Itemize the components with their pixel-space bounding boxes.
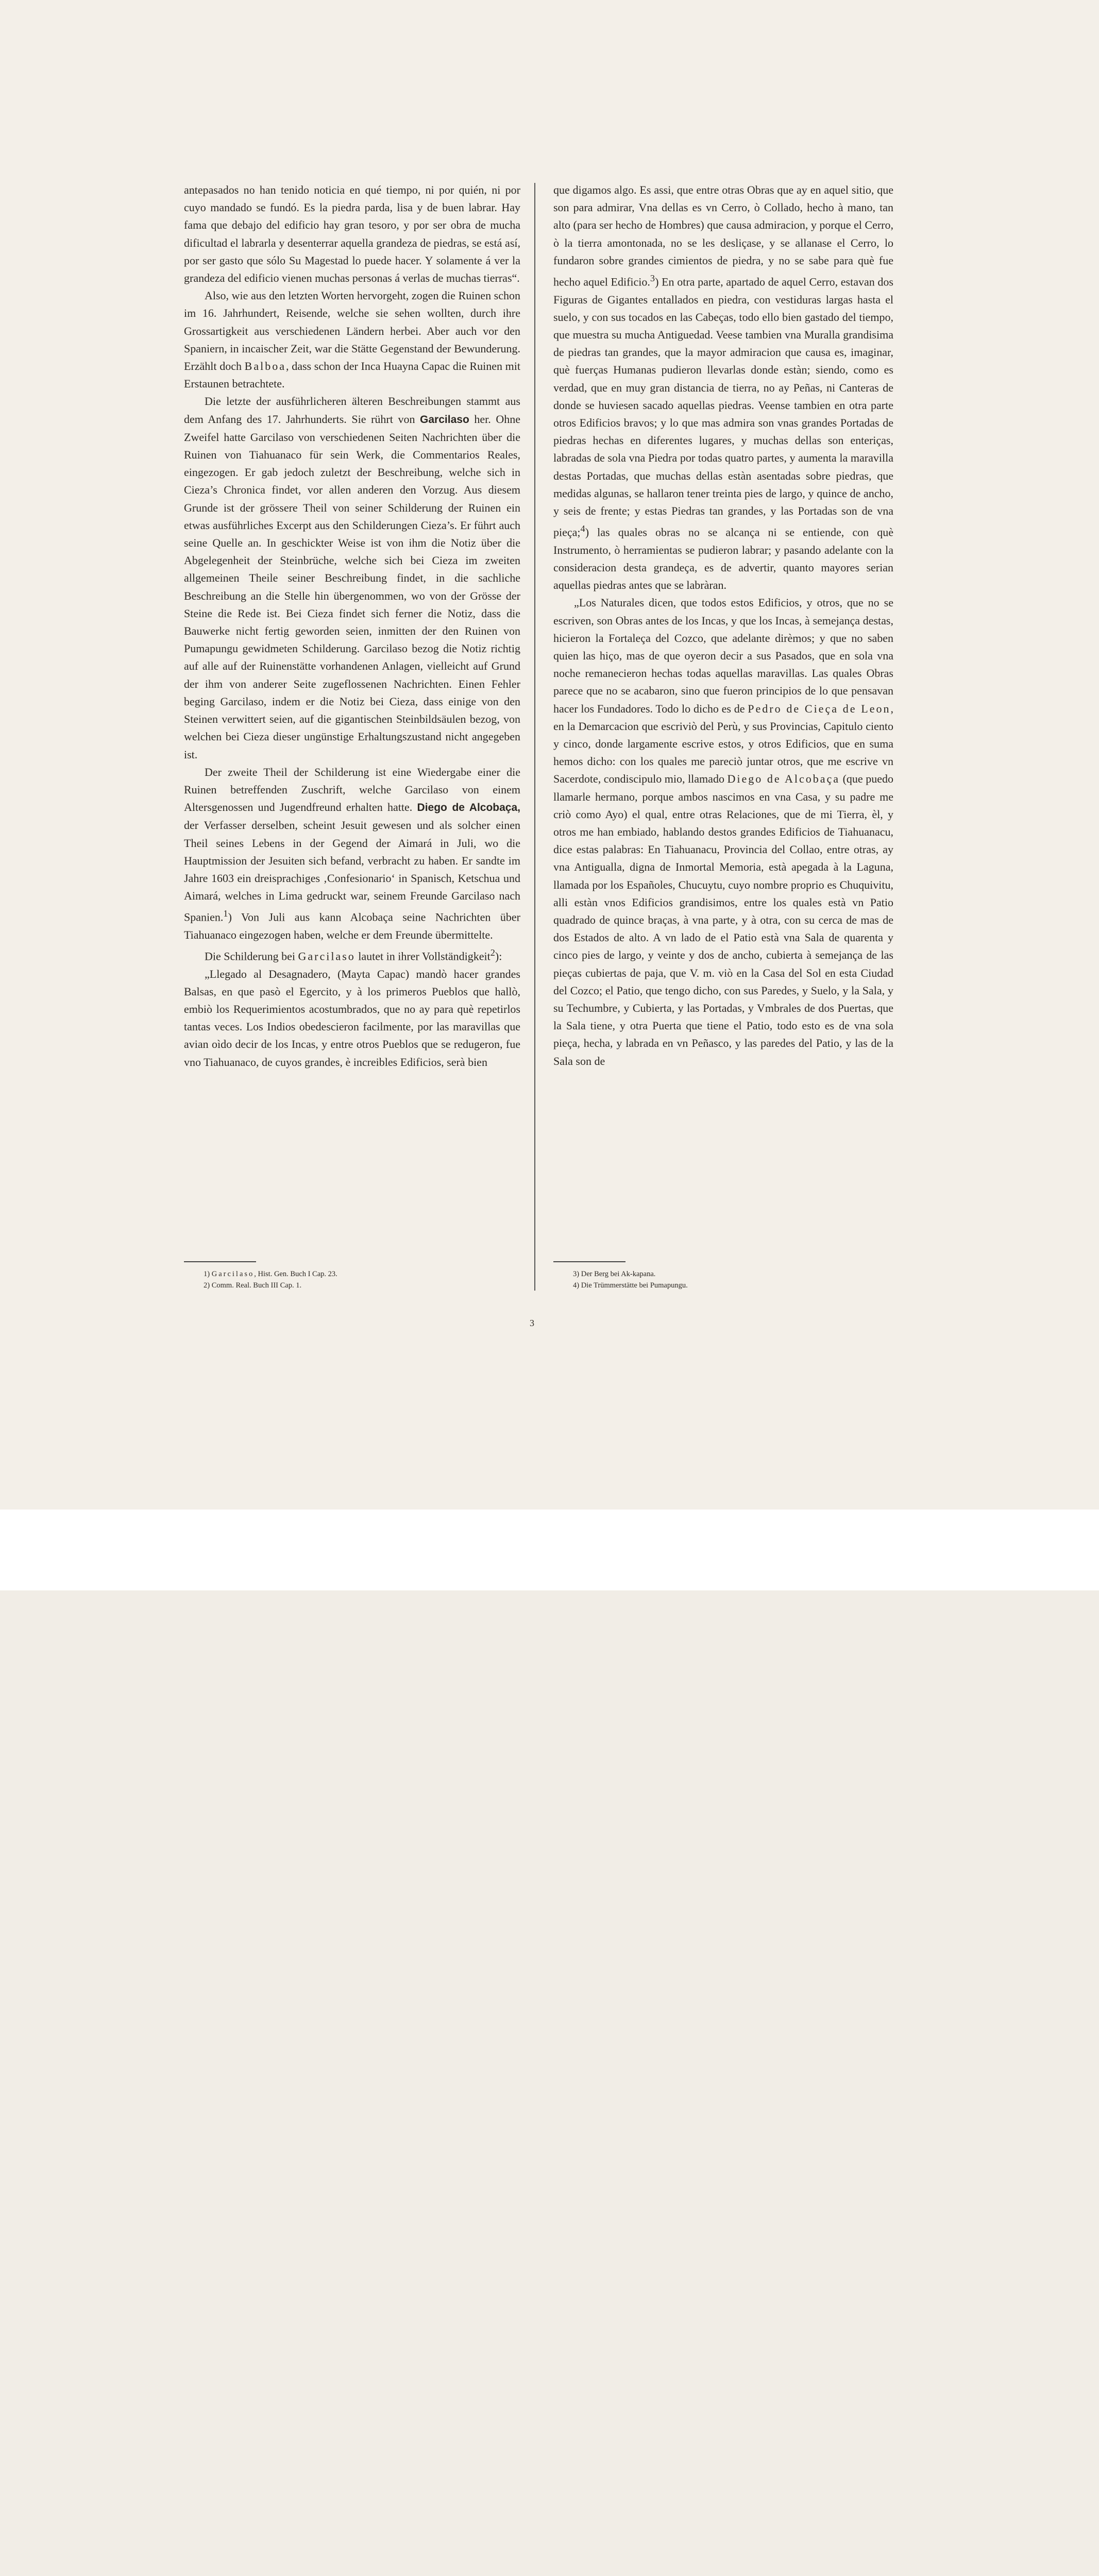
footnote-3 bbox=[573, 1268, 688, 1280]
footnote-ref-4: 4 bbox=[580, 523, 585, 534]
footnote-2 bbox=[204, 1280, 337, 1291]
left-paragraph-1: antepasados no han tenido noticia en qué tiempo, ni por quién, ni por cuyo mandado se fundó. Es la piedra parda, lisa y de buen labrar. Hay fama que debajo del edificio hay gran tesoro, y por ser obra de mucha dificultad el labrarla y desenterrar aquella grandeza de piedras, se está así, por ser gasto que sólo Su Magestad lo puede hacer. Y solamente á ver la grandeza del edificio vienen muchas personas á verlas de muchas tierras“. bbox=[184, 183, 520, 285]
text-run: , en la Demarcacion que escriviò del Perù, y sus Provincias, Capitulo ciento y cinco, donde largamente escrive estos, y otros Edificios, que en suma hemos dicho: con los quales me pareciò juntar otros, que me escrive vn Sacerdote, condiscipulo mio, llamado bbox=[553, 702, 893, 786]
text-run: (que puedo llamarle hermano, porque ambos nascimos en vna Casa, y su padre me criò como Ayo) el qual, entre otras Relaciones, que de mi Tierra, èl, y otros me han embiado, hablando destos grandes Edificios de Tiahuanacu, dice estas palabras: En Tiahuanacu, Provincia del Collao, entre otras, ay vna Antigualla, digna de Inmortal Memoria, està apegada à la Laguna, llamada por los Españoles, Chucuytu, cuyo nombre proprio es Chuquivitu, alli estàn vnos Edificios grandisimos, entre los quales està vn Patio quadrado de quince braças, à vna parte, y à otra, con su cerca de mas de dos Estados de alto. A vn lado de el Patio està vna Sala de quarenta y cinco pies de largo, y veinte y dos de ancho, cubierta à semejança de las pieças cubiertas de paja, que V. m. viò en la Casa del Sol en esta Ciudad del Cozco; el Patio, que tengo dicho, con sus Paredes, y Suelo, y la Sala, y su Techumbre, y Cubierta, y las Portadas, y Vmbrales de dos Puertas, que la Sala tiene, y otra Puerta que tiene el Patio, todo esto es de vna sola pieça, hecha, y labrada en vn Peñasco, y las paredes del Patio, y las de la Sala son de bbox=[553, 772, 893, 1067]
left-text-column bbox=[184, 181, 520, 1071]
text-run: lautet in ihrer Vollständigkeit bbox=[355, 950, 491, 963]
name-pedro-de-cieca: Pedro de Cieça de Leon bbox=[748, 702, 891, 715]
column-divider bbox=[534, 183, 535, 1291]
left-paragraph-4 bbox=[184, 764, 520, 944]
text-run: „Los Naturales dicen, que todos estos Edificios, y otros, que no se escriven, son Obras antes de los Incas, y que los Incas, à semejança destas, hicieron la Fortaleça del Cozco, que adelante dirèmos; y que no saben quien las hiço, mas de que oyeron decir a sus Pasados, que en sola vna noche remanecieron hechas todas aquellas maravillas. Las quales Obras parece que no se acabaron, sino que fueron principios de lo que pensavan hacer los Fundadores. Todo lo dicho es de bbox=[553, 596, 893, 715]
footnotes-left bbox=[204, 1268, 337, 1291]
footnote-rule-right bbox=[553, 1261, 625, 1262]
text-run: , dass schon der Inca Huayna Capac die Ruinen mit Erstaunen betrachtete. bbox=[184, 360, 520, 391]
right-text-column bbox=[553, 181, 893, 1070]
text-run: her. Ohne Zweifel hatte Garcilaso von verschiedenen Seiten Nachrichten über die Ruinen von Tiahuanaco für sein Werk, die Commentarios Reales, eingezogen. Er gab jedoch zuletzt der Beschreibung, welche sich in Cieza’s Chronica findet, vor allen anderen den Vorzug. Aus diesem Grunde ist der grössere Theil von seiner Schilderung der Ruinen ein etwas ausführliches Excerpt aus den Schilderungen Cieza’s. Er führt auch seine Quelle an. In geschickter Weise ist von ihm die Notiz über die Abgelegenheit der Steinbrüche, welche sich bei Cieza im zweiten allgemeinen Theile seiner Beschreibung findet, in die sachliche Beschreibung an die Stelle hin übergenommen, wo von der Grösse der Steine die Rede ist. Bei Cieza findet sich ferner die Notiz, dass die Bauwerke nicht fertig geworden seien, inmitten der den Ruinen von Pumapungu gewidmeten Schilderung. Garcilaso bezog die Notiz richtig auf alle auf der Ruinenstätte vorhandenen Anlagen, vielleicht auf Grund der ihm von anderer Seite zugeflossenen Nachrichten. Einen Fehler beging Garcilaso, indem er die Notiz bei Cieza, dass einige von den Steinen verwittert seien, auf die gigantischen Steinbildsäulen bezog, von welchen bei Cieza dieser ungünstige Erhaltungszustand nicht angegeben ist. bbox=[184, 412, 521, 761]
footnote-ref-2: 2 bbox=[490, 947, 495, 958]
footnote-number: 1) bbox=[204, 1270, 210, 1278]
footnote-number: 2) bbox=[204, 1281, 210, 1290]
footnote-ref-3: 3 bbox=[650, 273, 655, 284]
footnote-rule-left bbox=[184, 1261, 256, 1262]
footnote-number: 3) bbox=[573, 1270, 580, 1278]
footnote-text: Comm. Real. Buch III Cap. 1. bbox=[211, 1281, 302, 1290]
text-run: Der zweite Theil der Schilderung ist eine Wiedergabe einer die Ruinen betreffenden Zuschrift, welche Garcilaso von einem Altersgenossen und Jugendfreund erhalten hatte. bbox=[184, 765, 520, 814]
text-run: ) En otra parte, apartado de aquel Cerro, estavan dos Figuras de Gigantes entallados en piedra, con vestiduras largas hasta el suelo, y con sus tocados en las Cabeças, todo ello bien gastado del tiempo, que muestra su mucha Antiguedad. Veese tambien vna Muralla grandisima de piedras tan grandes, que la mayor admiracion que causa es, imaginar, què fuerças Humanas pudieron llevarlas donde estàn; siendo, como es verdad, que en muy gran distancia de tierra, no ay Peñas, ni Canteras de donde se huviesen sacado aquellas piedras. Veense tambien en otra parte otros Edificios bravos; y lo que mas admira son vnas grandes Portadas de piedras hechas en diferentes lugares, y muchas dellas son enteriças, labradas de sola vna Piedra por todas quatro partes, y aumenta la maravilla destas Portadas, que muchas dellas estàn asentadas sobre piedras, que medidas algunas, se hallaron tener treinta pies de largo, y quince de ancho, y seis de frente; y estas Piedras tan grandes, y las Portadas son de vna pieça; bbox=[553, 275, 893, 539]
text-run: der Verfasser derselben, scheint Jesuit gewesen und als solcher einen Theil seines Lebens in der Gegend der Aimará in Juli, wo die Hauptmission der Jesuiten sich befand, verbracht zu haben. Er sandte im Jahre 1603 ein dreisprachiges ‚Confesionario‘ in Spanisch, Ketschua und Aimará, welches in Lima gedruckt war, seinem Freunde Garcilaso nach Spanien. bbox=[184, 819, 520, 924]
name-garcilaso: Garcilaso bbox=[298, 950, 356, 963]
text-run: ) Von Juli aus kann Alcobaça seine Nachrichten über Tiahuanaco eingezogen haben, welche er dem Freunde übermittelte. bbox=[184, 910, 520, 941]
text-run: Also, wie aus den letzten Worten hervorgeht, zogen die Ruinen schon im 16. Jahrhundert, Reisende, welche sie sehen wollten, durch ihre Grossartigkeit aus verschiedenen Ländern herbei. Aber auch vor den Spaniern, in incaischer Zeit, war die Stätte Gegenstand der Bewunderung. Erzählt doch bbox=[184, 289, 520, 373]
text-run: Die Schilderung bei bbox=[205, 950, 298, 963]
left-paragraph-6-quote: „Llegado al Desagnadero, (Mayta Capac) mandò hacer grandes Balsas, en que pasò el Egercito, y à los primeros Pueblos que hallò, embiò los Requerimientos acostumbrados, que no ay para què repetirlos tantas veces. Los Indios obedescieron facilmente, por las maravillas que avian oìdo decir de los Incas, y entre otros Pueblos que se redugeron, fue vno Tiahuanaco, de cuyos grandes, è increibles Edificios, serà bien bbox=[184, 967, 520, 1069]
page-number: 3 bbox=[530, 1318, 534, 1328]
name-diego-de-alcobaca: Diego de Alcobaça, bbox=[417, 802, 520, 814]
left-paragraph-5 bbox=[184, 944, 520, 965]
text-run: ): bbox=[495, 950, 502, 963]
library-footer bbox=[0, 1510, 1099, 1590]
text-run: que digamos algo. Es assi, que entre otras Obras que ay en aquel sitio, que son para admirar, Vna dellas es vn Cerro, ò Collado, hecho à mano, tan alto (para ser hecho de Hombres) que causa admiracion, y porque el Cerro, ò la tierra amontonada, no se les desliçase, y se allanase el Cerro, lo fundaron sobre grandes cimientos de piedra, y no se sabe para què fue hecho aquel Edificio. bbox=[553, 183, 893, 289]
footnote-text: , Hist. Gen. Buch I Cap. 23. bbox=[254, 1270, 337, 1278]
right-paragraph-2 bbox=[553, 594, 893, 1070]
footnote-ref-1: 1 bbox=[223, 908, 228, 919]
footnote-4 bbox=[573, 1280, 688, 1291]
left-paragraph-3 bbox=[184, 393, 520, 763]
footnote-number: 4) bbox=[573, 1281, 580, 1290]
footnote-1 bbox=[204, 1268, 337, 1280]
name-diego-de-alcobaca: Diego de Alcobaça bbox=[727, 772, 840, 786]
text-run: ) las quales obras no se alcança ni se entiende, con què Instrumento, ò herramientas se pudieron labrar; y pasando adelante con la consideracion desta grandeça, es de advertir, quanto mayores serian aquellas piedras antes que se labràran. bbox=[553, 526, 893, 592]
left-paragraph-2 bbox=[184, 287, 520, 393]
name-balboa: Balboa bbox=[244, 360, 286, 373]
footnote-text: Die Trümmerstätte bei Pumapungu. bbox=[581, 1281, 688, 1290]
footnote-text: Der Berg bei Ak-kapana. bbox=[581, 1270, 656, 1278]
footnote-author: Garcilaso bbox=[211, 1270, 255, 1278]
text-run: Die letzte der ausführlicheren älteren Beschreibungen stammt aus dem Anfang des 17. Jahrhunderts. Sie rührt von bbox=[184, 395, 520, 426]
right-paragraph-1 bbox=[553, 181, 893, 594]
footnotes-right bbox=[573, 1268, 688, 1291]
name-garcilaso: Garcilaso bbox=[420, 413, 469, 426]
